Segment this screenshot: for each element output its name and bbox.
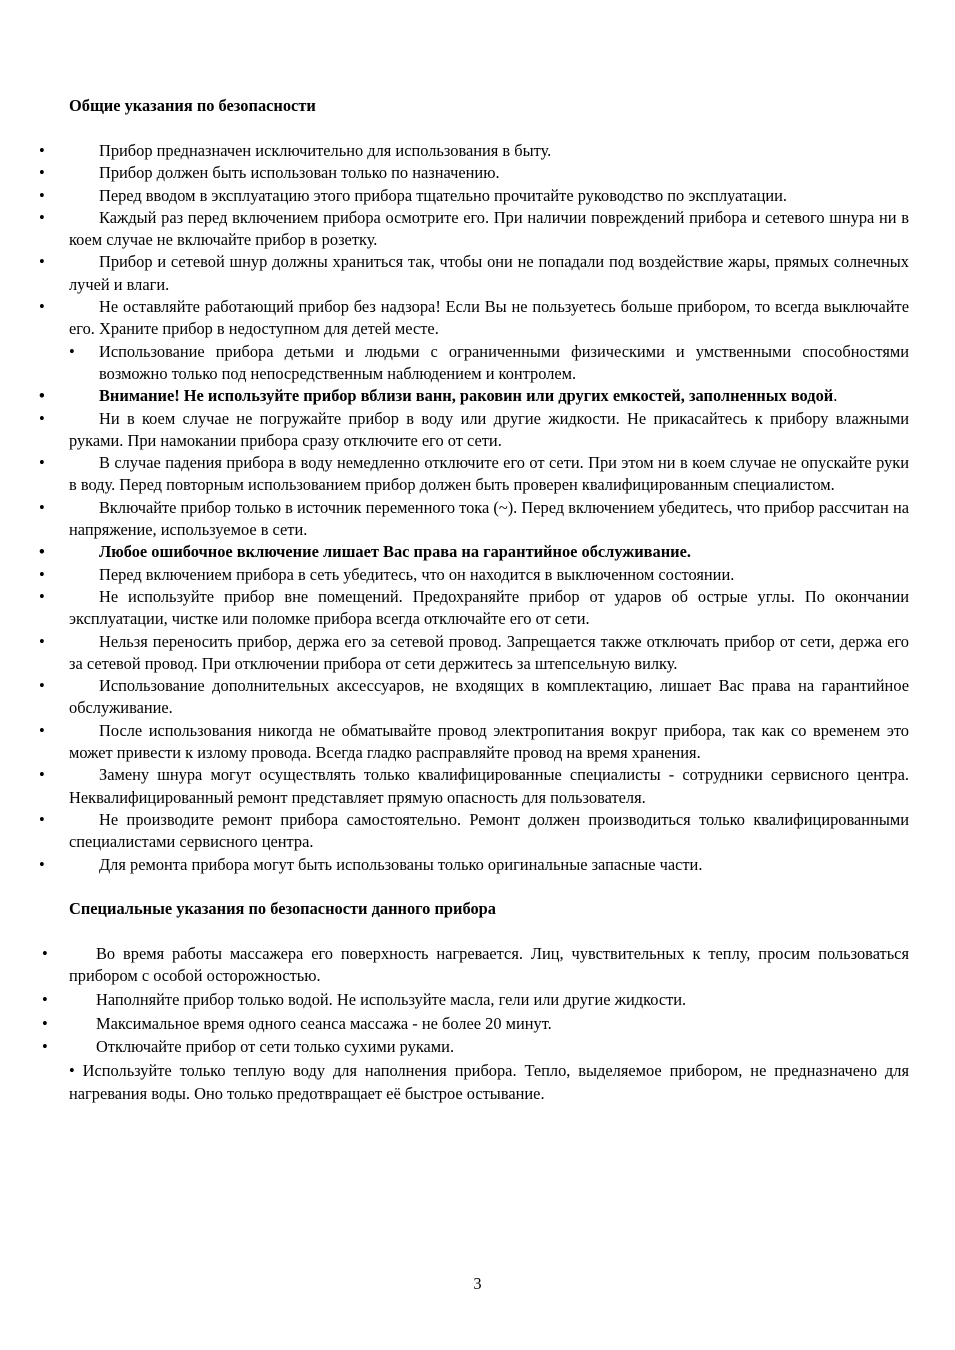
list-item: • Прибор и сетевой шнур должны храниться так, чтобы они не попадали под воздействие жары, прямых солнечных лучей и влаги. bbox=[69, 251, 909, 296]
page-number: 3 bbox=[473, 1274, 482, 1293]
list-item: • Включайте прибор только в источник переменного тока (~). Перед включением убедитесь, что прибор рассчитан на напряжение, используемое в сети. bbox=[69, 497, 909, 542]
list-item: • Прибор должен быть использован только по назначению. bbox=[69, 162, 909, 184]
list-item: • Максимальное время одного сеанса массажа - не более 20 минут. bbox=[69, 1013, 909, 1035]
list-item: • Для ремонта прибора могут быть использованы только оригинальные запасные части. bbox=[69, 854, 909, 876]
list-item: • Используйте только теплую воду для наполнения прибора. Тепло, выделяемое прибором, не предназначено для нагревания воды. Оно только предотвращает её быстрое остывание. bbox=[69, 1061, 909, 1103]
document-page bbox=[69, 95, 909, 1106]
list-item: • Наполняйте прибор только водой. Не используйте масла, гели или другие жидкости. bbox=[69, 989, 909, 1011]
general-safety-list bbox=[69, 140, 909, 876]
list-item-warning: • Внимание! Не используйте прибор вблизи ванн, раковин или других емкостей, заполненных водой. bbox=[69, 385, 909, 407]
list-item: • Каждый раз перед включением прибора осмотрите его. При наличии повреждений прибора и сетевого шнура ни в коем случае не включайте прибор в розетку. bbox=[69, 207, 909, 252]
list-item: • Ни в коем случае не погружайте прибор в воду или другие жидкости. Не прикасайтесь к прибору влажными руками. При намокании прибора сразу отключите его от сети. bbox=[69, 408, 909, 453]
warning-text: Внимание! Не используйте прибор вблизи ванн, раковин или других емкостей, заполненных водой bbox=[99, 386, 834, 406]
special-safety-list bbox=[69, 943, 909, 1105]
list-item: • Замену шнура могут осуществлять только квалифицированные специалисты - сотрудники сервисного центра. Неквалифицированный ремонт представляет прямую опасность для пользователя. bbox=[69, 764, 909, 809]
list-item: • В случае падения прибора в воду немедленно отключите его от сети. При этом ни в коем случае не опускайте руки в воду. Перед повторным использованием прибор должен быть проверен квалифицированным специалистом. bbox=[69, 452, 909, 497]
section-heading-general-safety: Общие указания по безопасности bbox=[69, 96, 316, 115]
list-item: • Перед включением прибора в сеть убедитесь, что он находится в выключенном состоянии. bbox=[69, 564, 909, 586]
list-item: • Нельзя переносить прибор, держа его за сетевой провод. Запрещается также отключать прибор от сети, держа его за сетевой провод. При отключении прибора от сети держитесь за штепсельную вилку. bbox=[69, 631, 909, 676]
list-item: • Во время работы массажера его поверхность нагревается. Лиц, чувствительных к теплу, просим пользоваться прибором с особой осторожностью. bbox=[69, 943, 909, 988]
list-item: • После использования никогда не обматывайте провод электропитания вокруг прибора, так как со временем это может привести к излому провода. Всегда гладко расправляйте провод на время хранения. bbox=[69, 720, 909, 765]
section-heading-special-safety: Специальные указания по безопасности данного прибора bbox=[69, 898, 496, 918]
list-item: • Прибор предназначен исключительно для использования в быту. bbox=[69, 140, 909, 162]
list-item: • Не производите ремонт прибора самостоятельно. Ремонт должен производиться только квалифицированными специалистами сервисного центра. bbox=[69, 809, 909, 854]
list-item: • Не используйте прибор вне помещений. Предохраняйте прибор от ударов об острые углы. По окончании эксплуатации, чистке или поломке прибора всегда отключайте его от сети. bbox=[69, 586, 909, 631]
list-item: • Использование прибора детьми и людьми с ограниченными физическими и умственными способностями возможно только под непосредственным наблюдением и контролем. bbox=[69, 341, 909, 386]
list-item-warranty-warning: • Любое ошибочное включение лишает Вас права на гарантийное обслуживание. bbox=[69, 541, 909, 563]
list-item: • Использование дополнительных аксессуаров, не входящих в комплектацию, лишает Вас права на гарантийное обслуживание. bbox=[69, 675, 909, 720]
list-item: • Отключайте прибор от сети только сухими руками. bbox=[69, 1036, 909, 1058]
list-item: • Перед вводом в эксплуатацию этого прибора тщательно прочитайте руководство по эксплуатации. bbox=[69, 185, 909, 207]
list-item: • Не оставляйте работающий прибор без надзора! Если Вы не пользуетесь больше прибором, то всегда выключайте его. Храните прибор в недоступном для детей месте. bbox=[69, 296, 909, 341]
